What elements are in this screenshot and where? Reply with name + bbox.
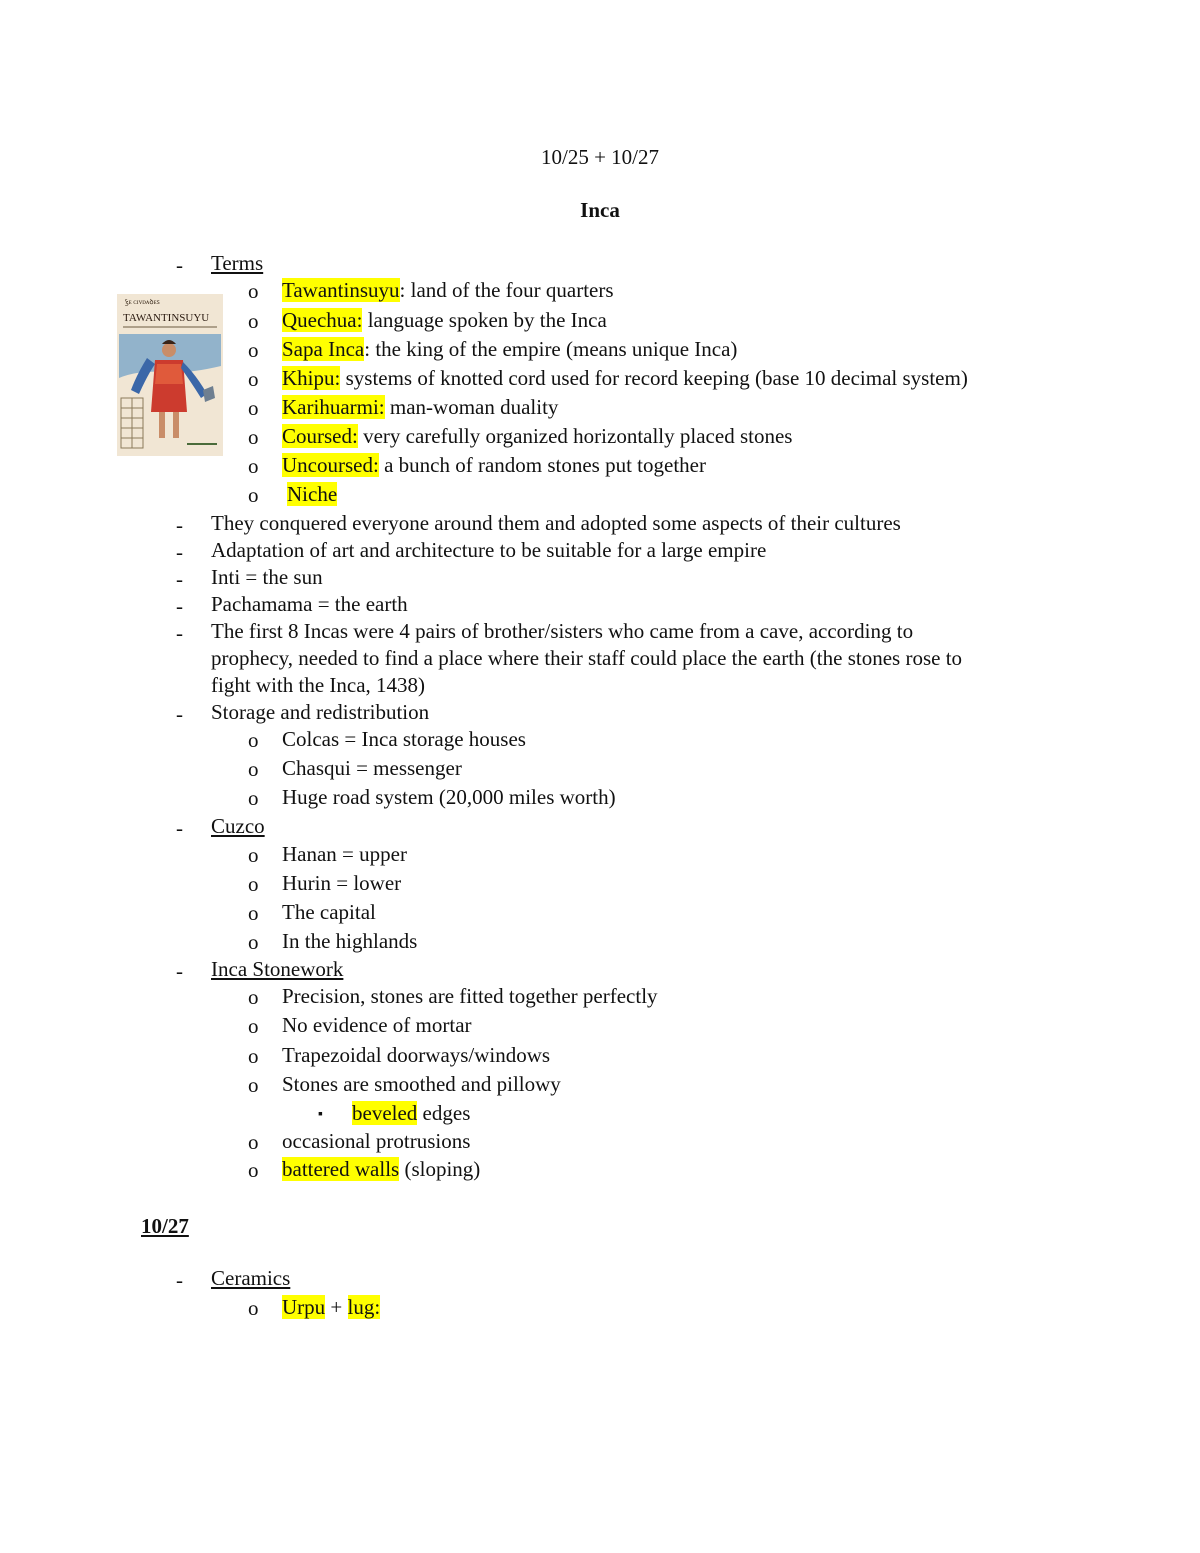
section-date-heading: 10/27 — [141, 1214, 189, 1238]
circle-bullet: o — [248, 309, 259, 333]
circle-bullet: o — [248, 1073, 259, 1097]
circle-bullet: o — [248, 1158, 259, 1182]
date-heading: 10/25 + 10/27 — [540, 145, 659, 169]
term-item: Sapa Inca: the king of the empire (means unique Inca) — [282, 337, 738, 361]
term-item: Khipu: systems of knotted cord used for record keeping (base 10 decimal system) — [282, 366, 968, 390]
circle-bullet: o — [248, 1296, 259, 1320]
circle-bullet: o — [248, 1014, 259, 1038]
dash-bullet: - — [176, 513, 183, 537]
storage-item: Colcas = Inca storage houses — [282, 727, 526, 751]
dash-bullet: - — [176, 702, 183, 726]
cuzco-item: The capital — [282, 900, 376, 924]
circle-bullet: o — [248, 930, 259, 954]
stonework-item: Trapezoidal doorways/windows — [282, 1043, 551, 1067]
circle-bullet: o — [248, 985, 259, 1009]
term-item: Uncoursed: a bunch of random stones put together — [282, 453, 706, 477]
term-item: Niche — [287, 482, 338, 506]
storage-item: Chasqui = messenger — [282, 756, 462, 780]
dash-bullet: - — [176, 253, 183, 277]
dash-bullet: - — [176, 1268, 183, 1292]
cuzco-item: Hanan = upper — [282, 842, 407, 866]
dash-bullet: - — [176, 816, 183, 840]
cuzco-item: Hurin = lower — [282, 871, 402, 895]
circle-bullet: o — [248, 1130, 259, 1154]
circle-bullet: o — [248, 786, 259, 810]
stonework-item: occasional protrusions — [282, 1129, 471, 1153]
circle-bullet: o — [248, 872, 259, 896]
note-item: Adaptation of art and architecture to be suitable for a large empire — [211, 538, 767, 562]
note-item: Pachamama = the earth — [211, 592, 408, 616]
term-item: Karihuarmi: man-woman duality — [282, 395, 559, 419]
note-item: Inti = the sun — [211, 565, 323, 589]
term-item: Tawantinsuyu: land of the four quarters — [282, 278, 614, 302]
picture-caption: TAWANTINSUYU — [123, 312, 210, 324]
stonework-item: battered walls (sloping) — [282, 1157, 481, 1181]
storage-heading: Storage and redistribution — [211, 700, 430, 724]
cuzco-item: In the highlands — [282, 929, 418, 953]
circle-bullet: o — [248, 757, 259, 781]
ceramics-item: Urpu + lug: — [282, 1295, 381, 1319]
note-item: The first 8 Incas were 4 pairs of brother/sisters who came from a cave, according to — [211, 619, 914, 643]
dash-bullet: - — [176, 594, 183, 618]
dash-bullet: - — [176, 567, 183, 591]
circle-bullet: o — [248, 901, 259, 925]
stonework-item: Stones are smoothed and pillowy — [282, 1072, 561, 1096]
terms-heading: Terms — [211, 251, 264, 275]
page-title: Inca — [580, 198, 620, 222]
cuzco-heading: Cuzco — [211, 814, 265, 838]
circle-bullet: o — [248, 483, 259, 507]
circle-bullet: o — [248, 1044, 259, 1068]
stonework-item: Precision, stones are fitted together perfectly — [282, 984, 658, 1008]
circle-bullet: o — [248, 367, 259, 391]
circle-bullet: o — [248, 843, 259, 867]
stonework-item: No evidence of mortar — [282, 1013, 472, 1037]
circle-bullet: o — [248, 728, 259, 752]
storage-item: Huge road system (20,000 miles worth) — [282, 785, 616, 809]
note-item: They conquered everyone around them and adopted some aspects of their cultures — [211, 511, 901, 535]
circle-bullet: o — [248, 425, 259, 449]
term-item: Coursed: very carefully organized horizontally placed stones — [282, 424, 793, 448]
dash-bullet: - — [176, 540, 183, 564]
square-bullet: ▪ — [318, 1107, 323, 1122]
circle-bullet: o — [248, 279, 259, 303]
inca-figure-illustration — [117, 294, 223, 456]
svg-text:ꝣᴇ ᴄɪᴠᴅᴀꝺᴇꜱ: ꝣᴇ ᴄɪᴠᴅᴀꝺᴇꜱ — [125, 298, 160, 306]
stonework-heading: Inca Stonework — [211, 957, 344, 981]
circle-bullet: o — [248, 396, 259, 420]
note-item-continued: prophecy, needed to find a place where their staff could place the earth (the stones rose to — [211, 646, 963, 670]
circle-bullet: o — [248, 454, 259, 478]
stonework-subitem: beveled edges — [352, 1101, 471, 1125]
note-item-continued: fight with the Inca, 1438) — [211, 673, 426, 697]
circle-bullet: o — [248, 338, 259, 362]
ceramics-heading: Ceramics — [211, 1266, 291, 1290]
term-item: Quechua: language spoken by the Inca — [282, 308, 607, 332]
dash-bullet: - — [176, 621, 183, 645]
dash-bullet: - — [176, 959, 183, 983]
